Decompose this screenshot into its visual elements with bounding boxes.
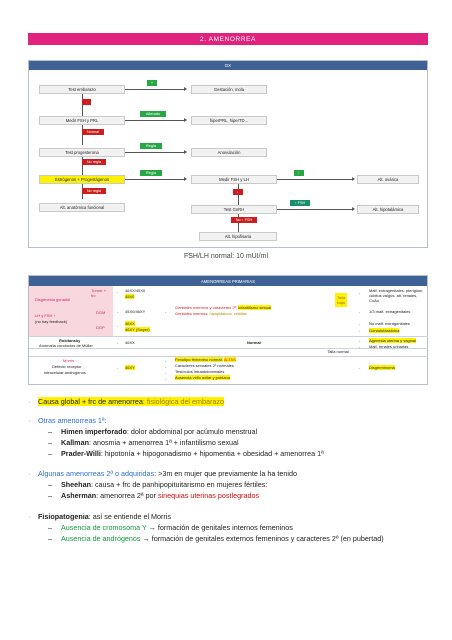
turner-karyotype-1: 46XX/45X0	[125, 288, 146, 293]
tag-normal: Normal	[82, 129, 104, 135]
dash: -	[117, 323, 119, 328]
tag-down: ↓	[233, 189, 243, 195]
arrow-right-icon	[352, 177, 355, 181]
genitales-internos-label: Genitales internos:	[175, 311, 209, 316]
dash: -	[165, 370, 167, 375]
dash: -	[117, 340, 119, 345]
turner-malformaciones: Malf. extragenitales: pterigium, cubitus valgus, alt. renales, CoAo	[369, 288, 424, 303]
bullet-icon: ·	[28, 512, 31, 521]
dash: -	[165, 358, 167, 363]
note-causa-global-key: Causa global + frc de amenorrea	[38, 397, 143, 406]
node-medir-fsh-prl: Medir FSH y PRL	[39, 116, 125, 125]
connector	[238, 184, 239, 206]
dgp-karyotype-1: 46XX	[125, 321, 135, 326]
note-causa-global-value: : fisiológica del embarazo	[142, 397, 224, 406]
fsh-lh-caption: FSH/LH normal: 10 mUI/ml	[183, 253, 269, 260]
dgp-malformaciones-1: No malf. extragenitales	[369, 321, 410, 326]
tag-up-fsh: ↑ FSH	[290, 200, 310, 206]
tag-up: ↑	[294, 170, 304, 176]
morris-label: Morris	[63, 358, 75, 363]
connector	[275, 179, 353, 180]
dgp-karyotype-2: 46XY (Swyer)	[125, 327, 150, 332]
connector	[115, 120, 185, 121]
tag-no-regla: No regla	[82, 188, 106, 194]
node-alt-hipofisaria: Alt. hipofisaria	[199, 232, 277, 241]
dash-icon: –	[48, 523, 52, 532]
turner-label: Turner + frc	[91, 288, 107, 298]
tag-regla: Regla	[140, 170, 162, 176]
morris-altas: ALTAS	[223, 357, 236, 362]
connector	[115, 89, 185, 90]
genitales-internos-value: hipoplásicos, cintillas	[209, 311, 247, 316]
dgm-karyotype: 45X0/46XY	[125, 309, 146, 314]
no-feedback-label: (no hay feedback)	[35, 318, 68, 324]
dash: -	[359, 344, 361, 349]
talla-normal: Talla normal	[327, 348, 349, 354]
dash-icon: –	[48, 480, 52, 489]
arrow-right-icon	[184, 118, 187, 122]
morris-malformaciones: Disgerminoma	[369, 365, 395, 370]
dgp-malformaciones-2: Gonadoblastoma	[369, 328, 400, 333]
rokitansky-genitales: Normal	[247, 340, 261, 345]
note-sheehan: – Sheehan: causa + frc de panhipopituitarismo en mujeres fértiles:	[48, 480, 268, 489]
dgp-label: DGP	[96, 324, 105, 330]
morris-vello: Ausencia vello axilar y pubiano	[175, 375, 230, 380]
morris-testiculos: Testículos intraabdominales	[175, 369, 225, 374]
tag-regla: Regla	[140, 143, 162, 149]
bullet-icon: ·	[28, 397, 31, 406]
talla-baja: Talla baja	[336, 295, 346, 305]
arrow-right-icon	[184, 150, 187, 154]
bullet-icon: ·	[28, 416, 31, 425]
morris-desc-1: Defecto receptor	[52, 364, 82, 369]
dash: -	[359, 321, 361, 326]
node-test-embarazo: Test embarazo	[39, 85, 125, 94]
morris-caracteres: Caracteres sexuales 2º normales	[175, 363, 234, 368]
note-otras-amenorreas-label: Otras amenorreas 1ª:	[38, 416, 107, 425]
amenorreas-primarias-table	[28, 275, 428, 385]
node-anovulacion: Anovulación	[191, 148, 267, 157]
genitales-externos-label: Genitales externos y caracteres 2º:	[175, 305, 238, 310]
note-kallman: – Kallman: anosmia + amenorrea 1ª + infantilismo sexual	[48, 438, 239, 447]
disgenesia-gonadal-label: Disgenesia gonadal	[35, 296, 71, 302]
arrow-right-icon	[352, 207, 355, 211]
rokitansky-desc: Anomalía conductos de Müller	[39, 343, 93, 348]
note-ausencia-androgenos: – Ausencia de andrógenos → formación de genitales externos femeninos y caracteres 2º (en pubertad)	[48, 534, 384, 543]
tag-alterado: Alterado	[140, 111, 166, 117]
note-asherman: – Asherman: amenorrea 2ª por sinequias uterinas postlegrados	[48, 491, 260, 500]
bullet-icon: ·	[28, 469, 31, 478]
dgm-malformaciones: 1/3 malf. extragenitales	[369, 309, 411, 314]
dash: -	[359, 290, 361, 295]
connector	[115, 152, 185, 153]
rokitansky-malformaciones-2: Malf. renales urinarias	[369, 344, 409, 349]
section-title: 2. AMENORREA	[28, 33, 428, 45]
diagnosis-flowchart	[28, 60, 428, 248]
tag-negative: -	[82, 99, 91, 105]
dash: -	[165, 376, 167, 381]
connector	[275, 209, 353, 210]
genitales-externos-value: infantilismo sexual	[238, 305, 271, 310]
morris-desc-2: intracelular andrógenos	[44, 370, 86, 375]
note-ausencia-y: – Ausencia de cromosoma Y → formación de genitales internos femeninos	[48, 523, 293, 532]
dash: -	[359, 365, 361, 370]
node-test-gnrh: Test GnRH	[191, 205, 277, 214]
node-test-progesterona: Test progesterona	[39, 148, 125, 157]
dash-icon: –	[48, 449, 52, 458]
connector	[115, 179, 185, 180]
dash: -	[117, 289, 119, 294]
flowchart-header: DX	[29, 61, 427, 70]
lh-fsh-label: LH y FSH ↑	[35, 312, 56, 318]
note-prader-willi: – Prader-Willi: hipotonía + hipogonadismo + hipomentia + obesidad + amenorrea 1ª	[48, 449, 324, 458]
node-estrogenos-progestagenos: Estrógenos + Progestágenos	[39, 175, 125, 184]
dash: -	[165, 309, 167, 314]
node-alt-hipotalamica: Alt. hipotalámica	[357, 205, 419, 214]
node-alt-ovarica: Alt. ovárica	[357, 175, 419, 184]
dash-icon: –	[48, 491, 52, 500]
morris-karyotype: 46XY	[125, 365, 135, 370]
tag-no-regla: No regla	[82, 159, 106, 165]
rokitansky-malformaciones-1: Agenesia uterina y vaginal	[369, 338, 416, 343]
morris-fenotipo: Fenotipo femenino normal:	[175, 357, 223, 362]
note-causa-global	[28, 397, 224, 406]
node-hiperprl: hiperPRL, hiperTD...	[191, 116, 267, 125]
dash: -	[359, 338, 361, 343]
rokitansky-karyotype: 46XX	[125, 340, 135, 345]
node-alt-anatomica: Alt. anatómica funcional	[39, 203, 125, 212]
dash: -	[117, 309, 119, 314]
dash: -	[359, 309, 361, 314]
dash-icon: –	[48, 534, 52, 543]
arrow-right-icon	[184, 177, 187, 181]
dash-icon: –	[48, 427, 52, 436]
node-medir-fsh-lh: Medir FSH y LH	[191, 175, 277, 184]
dash-icon: –	[48, 438, 52, 447]
note-otras-amenorreas	[28, 416, 107, 425]
turner-karyotype-2: 45X0	[125, 294, 135, 299]
dash: -	[117, 365, 119, 370]
dash: -	[359, 328, 361, 333]
node-gestacion: Gestación, mola	[191, 85, 267, 94]
note-fisiopatogenia: · Fisiopatogenia: así se entiende el Morris	[28, 512, 172, 521]
note-himen: – Himen imperforado: dolor abdominal por acúmulo menstrual	[48, 427, 258, 436]
tag-positive: +	[147, 80, 157, 86]
table-header: AMENORREAS PRIMARIAS	[29, 276, 427, 286]
rokitansky-label: Rokitansky	[59, 338, 81, 343]
dash: -	[165, 364, 167, 369]
tag-no-up-fsh: No ↑ FSH	[231, 217, 257, 223]
arrow-right-icon	[184, 87, 187, 91]
dgm-label: DGM	[96, 309, 106, 315]
note-amenorreas-2a: · Algunas amenorreas 2ª o adquiridas: >3m en mujer que previamente la ha tenido	[28, 469, 297, 478]
